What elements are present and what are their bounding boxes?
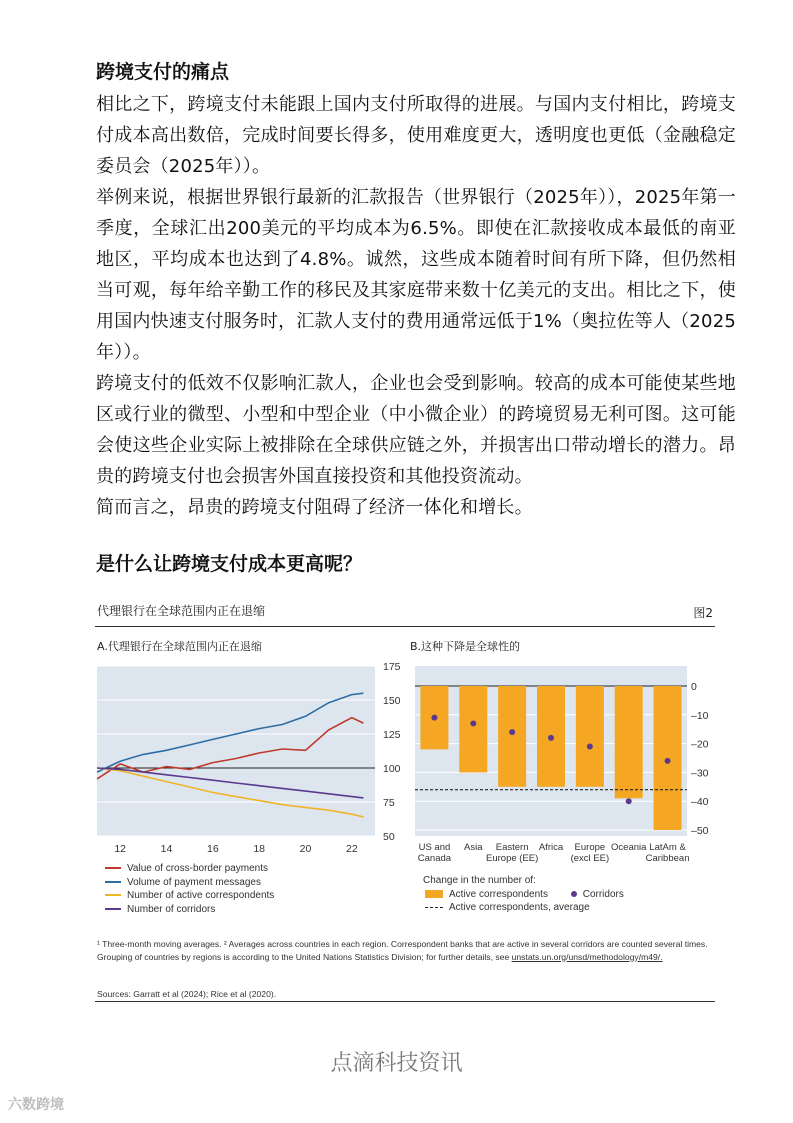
panel-a-title: A.代理银行在全球范围内正在退缩 [97, 640, 262, 653]
footnote-link[interactable]: unstats.un.org/unsd/methodology/m49/. [511, 951, 663, 962]
x-category-label: Asia [464, 842, 483, 853]
y-tick-label: 175 [383, 662, 401, 673]
figure-footnote [97, 938, 713, 963]
legend-label: Active correspondents [449, 888, 548, 900]
x-category-label: Caribbean [645, 853, 690, 864]
footnote-text: ¹ Three-month moving averages. ² Averages across countries in each region. Correspondent banks that are active in several corridors are counted several times. Grouping of countries by regions is according to the United Nations Statistics Division; for further details, see [97, 939, 708, 962]
legend-b-row-2 [423, 901, 624, 915]
y-tick-label: –20 [691, 738, 709, 751]
legend-a-item-correspondents [105, 889, 274, 903]
x-category-label: LatAm & [649, 842, 686, 853]
section-title-pain-points: 跨境支付的痛点 [96, 61, 230, 83]
legend-label: Corridors [582, 888, 624, 900]
x-tick-label: 12 [114, 843, 127, 855]
y-tick-label: 75 [383, 797, 395, 809]
legend-label: Active correspondents, average [449, 902, 590, 913]
y-tick-label: –50 [691, 825, 709, 837]
figure-bottom-rule [95, 1001, 715, 1002]
x-category-label: Europe (EE) [486, 853, 539, 864]
panel-a-legend [105, 862, 274, 916]
watermark-text: 点滴科技资讯 [330, 1051, 463, 1076]
panel-b-legend [423, 874, 624, 915]
y-tick-label: 50 [383, 831, 395, 843]
x-category-label: (excl EE) [570, 853, 610, 864]
figure-2 [95, 596, 715, 1004]
legend-line-blue [105, 881, 121, 883]
x-category-label: Oceania [611, 842, 647, 853]
y-tick-label: 150 [383, 695, 401, 707]
legend-line-red [105, 867, 121, 869]
dot-corridors [665, 758, 671, 764]
figure-sources: Sources: Garratt et al (2024); Rice et al (2020). [97, 989, 277, 999]
legend-bar-swatch [425, 890, 443, 898]
legend-a-item-value [105, 862, 274, 876]
legend-a-item-volume [105, 876, 274, 890]
bar-active-correspondents [498, 686, 526, 787]
legend-b-header: Change in the number of: [423, 875, 536, 886]
figure-number: 图2 [693, 606, 713, 620]
y-tick-label: –40 [691, 796, 709, 809]
y-tick-label: –10 [691, 709, 709, 722]
legend-label: Value of cross-border payments [127, 863, 268, 874]
legend-label: Volume of payment messages [127, 876, 261, 888]
x-category-label: US and [418, 842, 451, 853]
figure-title: 代理银行在全球范围内正在退缩 [97, 604, 266, 618]
panel-a-chart [95, 662, 405, 862]
paragraph-3: 跨境支付的低效不仅影响汇款人，企业也会受到影响。较高的成本可能使某些地区或行业的微型、小型和中型企业（中小微企业）的跨境贸易无利可图。这可能会使这些企业实际上被排除在全球供应链之外，并损害出口带动增长的潜力。昂贵的跨境支付也会损害外国直接投资和其他投资流动。 [96, 373, 736, 487]
y-tick-label: 100 [383, 763, 401, 775]
dot-corridors [626, 798, 632, 804]
bar-active-correspondents [459, 686, 487, 772]
x-category-label: Africa [538, 842, 564, 853]
x-category-label: Eastern [495, 842, 529, 853]
figure-top-rule [95, 626, 715, 627]
x-tick-label: 14 [160, 843, 173, 855]
dot-corridors [509, 729, 515, 735]
y-tick-label: 125 [383, 729, 401, 741]
bar-active-correspondents [576, 686, 604, 787]
legend-line-yellow [105, 894, 121, 896]
x-tick-label: 16 [206, 843, 219, 855]
legend-label: Number of active correspondents [127, 890, 275, 901]
x-tick-label: 20 [299, 843, 312, 855]
x-tick-label: 18 [253, 843, 266, 855]
legend-b-row-1 [423, 888, 624, 902]
legend-line-purple [105, 908, 121, 910]
section-title-why-costly: 是什么让跨境支付成本更高呢？ [96, 553, 363, 575]
x-tick-label: 22 [345, 843, 358, 855]
dot-corridors [587, 743, 593, 749]
legend-dot-swatch [571, 891, 577, 897]
panel-b-title: B.这种下降是全球性的 [410, 640, 521, 653]
paragraph-2: 举例来说，根据世界银行最新的汇款报告（世界银行（2025年）），2025年第一季度，全球汇出200美元的平均成本为6.5%。即使在汇款接收成本最低的南亚地区，平均成本也达到了4.8%。诚然，这些成本随着时间有所下降，但仍然相当可观，每年给辛勤工作的移民及其家庭带来数十亿美元的支出。相比之下，使用国内快速支付服务时，汇款人支付的费用通常远低于1%（奥拉佐等人（2025年））。 [96, 187, 736, 363]
dot-corridors [548, 735, 554, 741]
bar-active-correspondents [615, 686, 643, 798]
legend-dashed-swatch [425, 907, 443, 908]
legend-label: Number of corridors [127, 903, 216, 915]
paragraph-4: 简而言之，昂贵的跨境支付阻碍了经济一体化和增长。 [96, 497, 533, 518]
x-category-label: Canada [417, 853, 452, 864]
dot-corridors [470, 720, 476, 726]
paragraph-1: 相比之下，跨境支付未能跟上国内支付所取得的进展。与国内支付相比，跨境支付成本高出数倍，完成时间要长得多，使用难度更大，透明度也更低（金融稳定委员会（2025年））。 [96, 94, 736, 177]
x-category-label: Europe [574, 842, 606, 853]
panel-b-chart [413, 662, 715, 877]
logo: 六数跨境 [8, 1097, 64, 1113]
dot-corridors [431, 715, 437, 721]
legend-a-item-corridors [105, 903, 274, 917]
y-tick-label: –30 [691, 767, 709, 780]
y-tick-label: 0 [691, 681, 697, 693]
